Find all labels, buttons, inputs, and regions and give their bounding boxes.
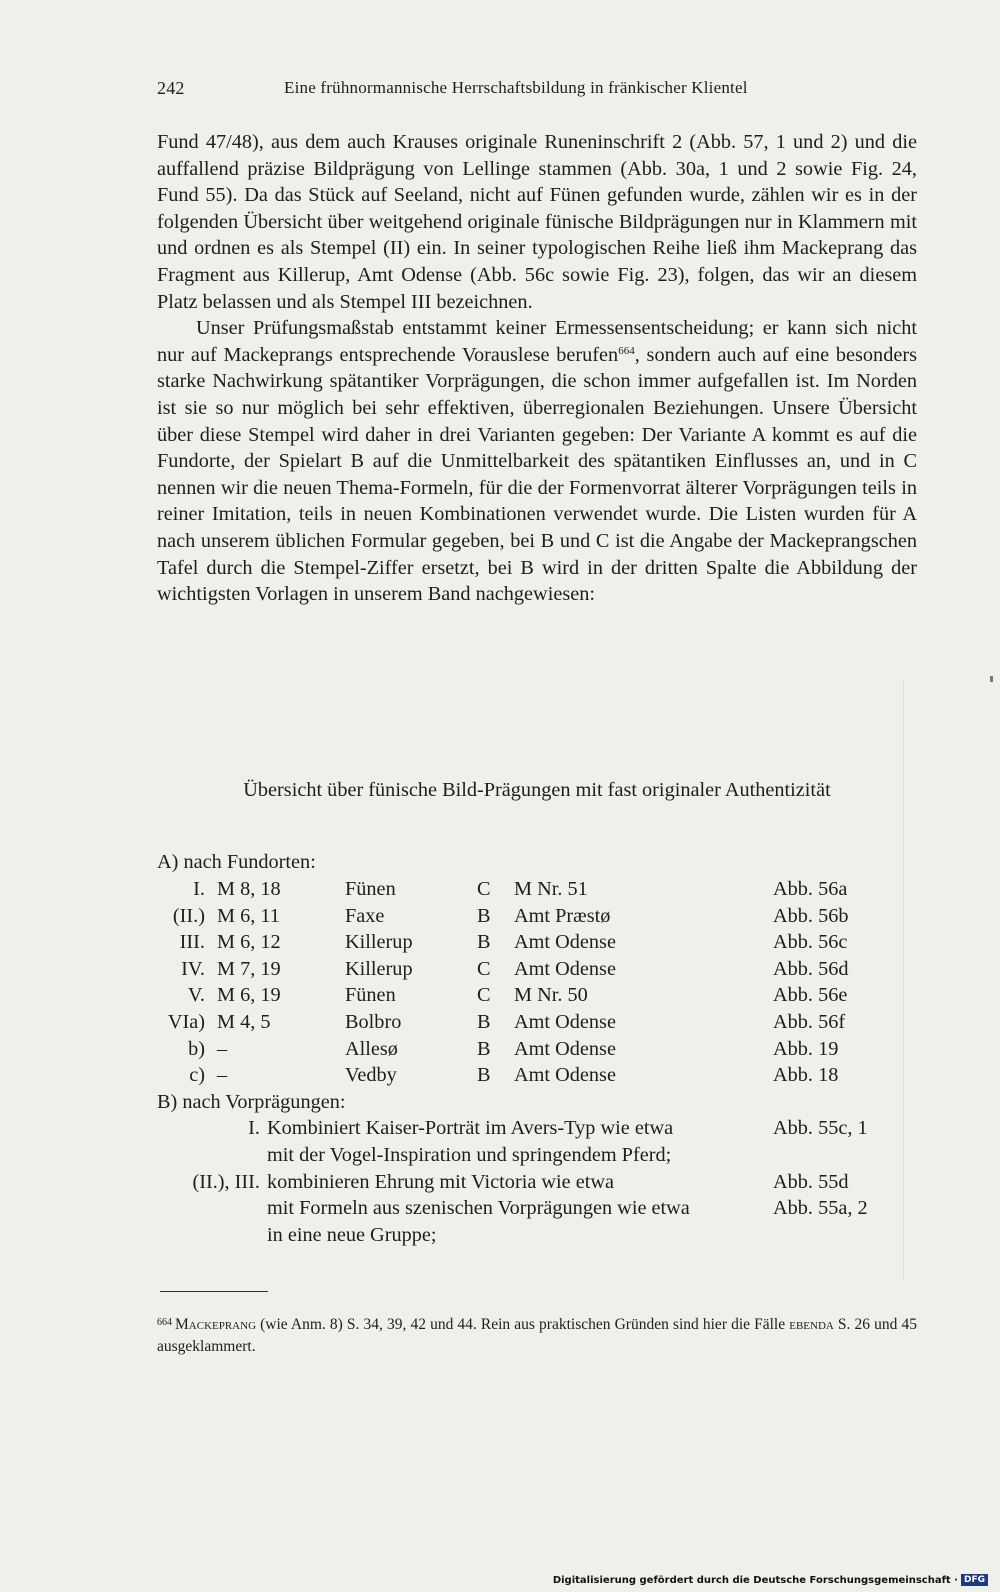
row-a-loc: M Nr. 50: [514, 984, 588, 1007]
row-a-loc: Amt Odense: [514, 931, 616, 954]
footnote-ebenda: ebenda: [789, 1316, 834, 1333]
row-a-m: –: [217, 1064, 228, 1087]
row-a-num: IV.: [181, 957, 205, 980]
row-a-m: M 4, 5: [217, 1011, 271, 1033]
row-a-loc: Amt Præstø: [514, 904, 611, 927]
section-a-heading: A) nach Fundorten:: [157, 851, 316, 873]
row-a-place: Fünen: [345, 878, 396, 900]
row-a-m: M 6, 19: [217, 984, 281, 1007]
row-a-abb: Abb. 56d: [773, 957, 849, 980]
row-a-num: VIa): [167, 1011, 205, 1033]
row-a-place: Vedby: [345, 1064, 397, 1087]
row-b-num: (II.), III.: [192, 1170, 260, 1193]
main-text: [157, 129, 917, 608]
footnote-rule: [160, 1291, 268, 1292]
footnote-author: Mackeprang: [175, 1316, 257, 1333]
dfg-watermark: [553, 1574, 988, 1586]
row-a-place: Killerup: [345, 957, 413, 980]
footnote-text-2: S. 26 und 45 ausgeklammert.: [157, 1316, 917, 1355]
row-b-abb: Abb. 55c, 1: [773, 1117, 868, 1140]
row-a-abb: Abb. 19: [773, 1037, 839, 1060]
row-b-text: mit Formeln aus szenischen Vorprägungen wie etwa: [267, 1197, 690, 1220]
row-a-place: Killerup: [345, 931, 413, 954]
dfg-logo: DFG: [961, 1574, 988, 1586]
table-title: Übersicht über fünische Bild-Prägungen mit fast originaler Authentizität: [243, 779, 831, 801]
row-a-place: Bolbro: [345, 1011, 402, 1033]
section-b-heading: B) nach Vorprägungen:: [157, 1090, 346, 1113]
row-b-abb: Abb. 55d: [773, 1170, 849, 1193]
row-a-num: b): [188, 1037, 205, 1060]
row-a-m: M 6, 11: [217, 904, 280, 927]
row-b-text: Kombiniert Kaiser-Porträt im Avers-Typ wie etwa: [267, 1117, 674, 1140]
row-a-num: III.: [179, 931, 205, 954]
row-a-type: B: [477, 931, 491, 954]
row-a-abb: Abb. 56c: [773, 931, 848, 954]
row-b-text: in eine neue Gruppe;: [267, 1223, 437, 1246]
row-a-m: –: [217, 1037, 228, 1060]
margin-shadow-line: [903, 680, 904, 1280]
row-a-type: B: [477, 1064, 491, 1087]
footnote-664: [157, 1312, 917, 1357]
paragraph-2: [157, 315, 917, 608]
running-title: Eine frühnormannische Herrschaftsbildung in fränkischer Klientel: [284, 78, 748, 97]
row-a-abb: Abb. 18: [773, 1064, 839, 1087]
row-a-place: Faxe: [345, 904, 385, 927]
footnote-text-1: (wie Anm. 8) S. 34, 39, 42 und 44. Rein aus praktischen Gründen sind hier die Fälle: [256, 1316, 790, 1333]
row-a-type: B: [477, 904, 491, 927]
paragraph-2-part-b: , sondern auch auf eine besonders starke Nachwirkung spätantiker Vorprägungen, die schon immer aufgefallen ist. Im Norden ist sie so nur möglich bei sehr effektiven, überregionalen Beziehungen. Unsere Übersicht über diese Stempel wird daher in drei Varianten gegeben: Der Variante A kommt es auf die Fundorte, der Spielart B auf die Unmittelbarkeit des spätantiken Einflusses an, und in C nennen wir die neuen Thema-Formeln, für die der Formenvorrat älterer Vorprägungen teils in reiner Imitation, teils in neuen Kombinationen verwendet wurde. Die Listen wurden für A nach unserem üblichen Formular gegeben, bei B und C ist die Angabe der Mackeprangschen Tafel durch die Stempel-Ziffer ersetzt, bei B wird in der dritten Spalte die Abbildung der wichtigsten Vorlagen in unserem Band nachgewiesen:: [157, 343, 917, 606]
row-a-num: I.: [193, 878, 205, 900]
row-a-type: B: [477, 1011, 491, 1033]
page-number: 242: [157, 78, 185, 98]
footnote-ref[interactable]: 664: [618, 344, 635, 357]
row-a-type: C: [477, 878, 491, 900]
row-a-num: (II.): [172, 904, 205, 927]
row-a-loc: Amt Odense: [514, 957, 616, 980]
row-a-type: C: [477, 957, 491, 980]
row-a-m: M 6, 12: [217, 931, 281, 954]
row-a-abb: Abb. 56f: [773, 1011, 846, 1033]
row-a-loc: Amt Odense: [514, 1064, 616, 1087]
row-a-num: V.: [187, 984, 205, 1007]
row-a-loc: Amt Odense: [514, 1011, 616, 1033]
row-a-abb: Abb. 56a: [773, 878, 848, 900]
row-a-loc: Amt Odense: [514, 1037, 616, 1060]
row-a-m: M 7, 19: [217, 957, 281, 980]
row-a-num: c): [189, 1064, 205, 1087]
row-a-m: M 8, 18: [217, 878, 281, 900]
row-b-text: mit der Vogel-Inspiration und springendem Pferd;: [267, 1144, 672, 1166]
row-a-abb: Abb. 56e: [773, 984, 848, 1007]
row-a-loc: M Nr. 51: [514, 878, 588, 900]
footnote-number: 664: [157, 1317, 172, 1328]
row-b-abb: Abb. 55a, 2: [773, 1197, 868, 1220]
row-a-abb: Abb. 56b: [773, 904, 849, 927]
row-b-num: I.: [248, 1117, 260, 1140]
paragraph-2-part-a: Unser Prüfungsmaßstab entstammt keiner Ermessensentscheidung; er kann sich nicht nur auf Mackeprangs entsprechende Vorauslese berufen: [157, 317, 917, 366]
row-a-type: C: [477, 984, 491, 1007]
row-a-place: Allesø: [345, 1037, 398, 1060]
dfg-watermark-text: Digitalisierung gefördert durch die Deutsche Forschungsgemeinschaft ·: [552, 1574, 958, 1586]
row-a-place: Fünen: [345, 984, 396, 1007]
paragraph-1: Fund 47/48), aus dem auch Krauses originale Runeninschrift 2 (Abb. 57, 1 und 2) und die auffallend präzise Bildprägung von Lellinge stammen (Abb. 30a, 1 und 2 sowie Fig. 24, Fund 55). Da das Stück auf Seeland, nicht auf Fünen gefunden wurde, zählen wir es in der folgenden Übersicht über weitgehend originale fünische Bildprägungen nur in Klammern mit und ordnen es als Stempel (II) ein. In seiner typologischen Reihe ließ ihm Mackeprang das Fragment aus Killerup, Amt Odense (Abb. 56c sowie Fig. 23), folgen, das wir an diesem Platz belassen und als Stempel III bezeichnen.: [157, 131, 917, 313]
row-a-type: B: [477, 1037, 491, 1060]
margin-mark: [990, 676, 993, 682]
row-b-text: kombinieren Ehrung mit Victoria wie etwa: [267, 1170, 615, 1193]
